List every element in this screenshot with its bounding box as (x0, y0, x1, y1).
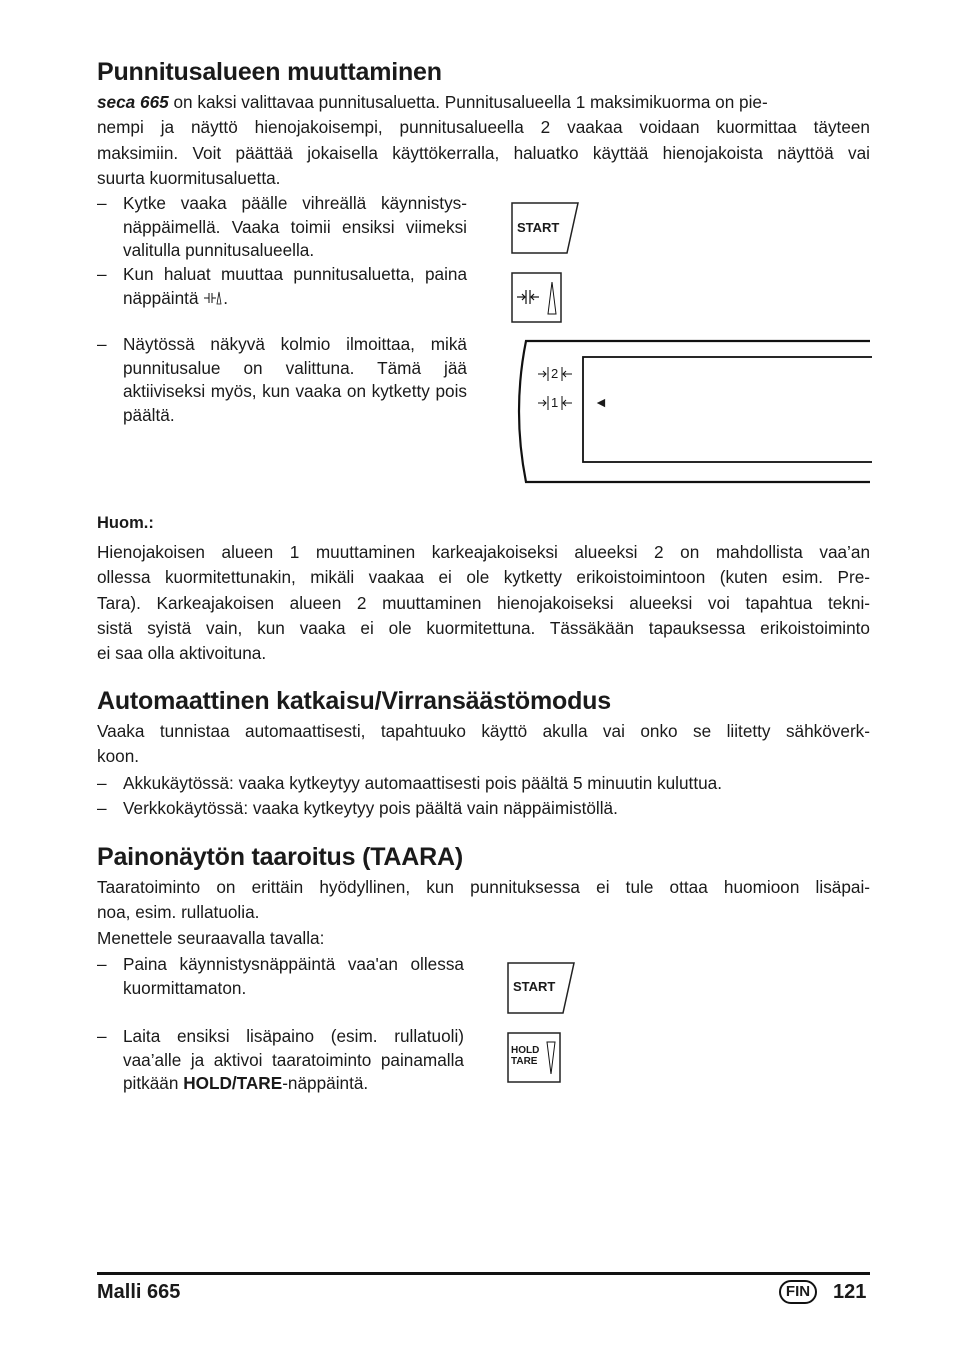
intro-line-3: maksimiin. Voit päättää jokaisella käyttökerralla, haluatko käyttää hienojakoista näyttöä vai (97, 142, 870, 163)
hold-label: HOLD (511, 1045, 540, 1056)
list-dash: – (97, 193, 107, 213)
section3-body (97, 875, 870, 951)
section-title-auto-off: Automaattinen katkaisu/Virransäästömodus (97, 687, 611, 715)
list-dash: – (97, 954, 107, 974)
start-key[interactable] (511, 202, 581, 259)
footer-rule (97, 1272, 870, 1275)
intro-line-4: suurta kuormitusaluetta. (97, 167, 281, 188)
range-indicator-triangle: ◄ (594, 394, 608, 410)
list-item-mains: Verkkokäytössä: vaaka kytkeytyy pois päältä vain näppäimistöllä. (123, 798, 618, 818)
list-item-press-start: Paina käynnistysnäppäintä vaa'an ollessa kuormittamaton. (123, 954, 464, 998)
footer-model: Malli 665 (97, 1281, 181, 1303)
language-code: FIN (785, 1283, 811, 1300)
range-1-label: 1 (551, 395, 559, 410)
hold-tare-text-pre: Laita ensiksi lisäpaino (esim. rullatuoli) vaa’alle ja aktivoi taaratoiminto painamalla pitkään (123, 1026, 464, 1093)
intro-line-1: on kaksi valittavaa punnitusaluetta. Punnitusalueella 1 maksimikuorma on pie- (168, 92, 768, 112)
note-body (97, 540, 870, 666)
list-dash: – (97, 1026, 107, 1046)
start-key-label: START (517, 220, 560, 235)
section2-line: koon. (97, 746, 140, 767)
scale-display (508, 339, 872, 490)
list-item-hold-tare (123, 1025, 464, 1096)
list-item-change-range-text: Kun haluat muuttaa punnitusaluetta, paina näppäintä (123, 264, 467, 308)
section-title-tare: Painonäytön taaroitus (TAARA) (97, 843, 463, 871)
note-line: Tara). Karkeajakoisen alueen 2 muuttaminen hienojakoiseksi alueeksi voi tapahtua tekni- (97, 592, 870, 613)
tare-label: TARE (511, 1056, 538, 1067)
note-title: Huom.: (97, 514, 154, 532)
hold-tare-key-name: HOLD/TARE (183, 1073, 283, 1093)
section3-line: noa, esim. rullatuolia. (97, 902, 260, 923)
page-number: 121 (833, 1281, 867, 1303)
list-dash: – (97, 798, 107, 818)
list-item-switch-on: Kytke vaaka päälle vihreällä käynnistys-näppäimellä. Vaaka toimii ensiksi viimeksi valitulla punnitusalueella. (123, 193, 467, 260)
range-2-label: 2 (551, 366, 559, 381)
language-badge (779, 1280, 817, 1304)
list-dash: – (97, 264, 107, 284)
start-key-label: START (513, 979, 556, 994)
list-dash: – (97, 773, 107, 793)
hold-tare-key[interactable] (507, 1032, 563, 1089)
hold-tare-text-post: -näppäintä. (282, 1073, 369, 1093)
note-line: ei saa olla aktivoituna. (97, 643, 267, 664)
section-title-weighing-range: Punnitusalueen muuttaminen (97, 58, 442, 86)
note-line: ollessa kuormitettunakin, mikäli vaakaa ei ole kytketty erikoistoimintoon (kuten esim. Pre- (97, 567, 870, 588)
range-switch-icon (203, 290, 223, 306)
section2-line: Vaaka tunnistaa automaattisesti, tapahtuuko käyttö akulla vai onko se liitetty sähköverk- (97, 721, 870, 741)
model-name: seca 665 (97, 92, 169, 112)
note-line: sistä syistä vain, kun vaaka ei ole kuormitettuna. Tässäkään tapauksessa erikoistoiminto (97, 617, 870, 638)
note-line: Hienojakoisen alueen 1 muuttaminen karkeajakoiseksi alueeksi 2 on mahdollista vaa’an (97, 542, 870, 562)
list-item-battery: Akkukäytössä: vaaka kytkeytyy automaattisesti pois päältä 5 minuutin kuluttua. (123, 773, 723, 793)
list-item-change-range: Kun haluat muuttaa punnitusaluetta, paina näppäintä . (123, 264, 467, 308)
start-key[interactable] (507, 962, 577, 1019)
list-item-triangle-indicator: Näytössä näkyvä kolmio ilmoittaa, mikä punnitusalue on valittuna. Tämä jää aktiiviseksi myös, kun vaaka on kytketty pois päältä. (123, 334, 467, 425)
section3-line: Menettele seuraavalla tavalla: (97, 927, 325, 948)
intro-line-2: nempi ja näyttö hienojakoisempi, punnitusalueella 2 vaakaa voidaan kuormittaa täyteen (97, 117, 870, 138)
section1-intro (97, 90, 870, 191)
list-dash: – (97, 334, 107, 354)
section2-body (97, 719, 870, 770)
section3-line: Taaratoiminto on erittäin hyödyllinen, kun punnituksessa ei tule ottaa huomioon lisäpai- (97, 877, 870, 897)
range-switch-key[interactable] (511, 272, 563, 329)
